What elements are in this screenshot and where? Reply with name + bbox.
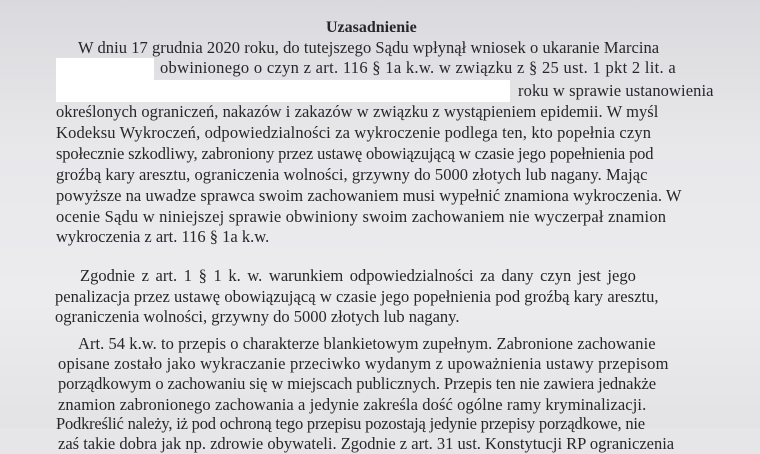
p1-line-3: roku w sprawie ustanowienia — [518, 81, 714, 100]
p1-line-2: obwinionego o czyn z art. 116 § 1a k.w. w związku z § 25 ust. 1 pkt 2 lit. a — [160, 58, 677, 77]
p2-line-1: Zgodnie z art. 1 § 1 k. w. warunkiem odpowiedzialności za dany czyn jest jego — [80, 266, 636, 285]
p1-line-8: powyższe na uwadze sprawca swoim zachowaniem musi wypełnić znamiona wykroczenia. W — [56, 186, 682, 205]
p1-line-7: groźbą kary aresztu, ograniczenia wolności, grzywny do 5000 złotych lub nagany. Mając — [56, 165, 648, 184]
p2-line-2: penalizacja przez ustawę obowiązującą w czasie jego popełnienia pod groźbą kary aresztu, — [55, 287, 659, 306]
p1-line-10: wykroczenia z art. 116 § 1a k.w. — [56, 227, 270, 246]
p3-line-3: porządkowym o zachowaniu się w miejscach publicznych. Przepis ten nie zawiera jednakże — [58, 374, 656, 393]
p1-line-6: społecznie szkodliwy, zabroniony przez ustawę obowiązującą w czasie jego popełnienia pod — [56, 144, 654, 163]
redaction-box-2 — [56, 80, 510, 102]
p3-line-4: znamion zabronionego zachowania a jedynie zakreśla dość ogólne ramy kryminalizacji. — [58, 395, 647, 414]
p3-line-1: Art. 54 k.w. to przepis o charakterze blankietowym zupełnym. Zabronione zachowanie — [78, 334, 656, 353]
p3-line-5: Podkreślić należy, iż pod ochroną tego przepisu pozostają jedynie przepisy porządkowe, nie — [56, 414, 645, 433]
p1-line-1: W dniu 17 grudnia 2020 roku, do tutejszego Sądu wpłynął wniosek o ukaranie Marcina — [78, 38, 660, 57]
p1-line-9: ocenie Sądu w niniejszej sprawie obwiniony swoim zachowaniem nie wyczerpał znamion — [56, 207, 667, 226]
redaction-box-1 — [56, 58, 154, 80]
p3-line-2: opisane zostało jako wykraczanie przeciwko wydanym z upoważnienia ustawy przepisom — [58, 354, 669, 373]
p1-line-5: Kodeksu Wykroczeń, odpowiedzialności za wykroczenie podlega ten, kto popełnia czyn — [56, 123, 652, 142]
p3-line-6: zaś takie dobra jak np. zdrowie obywateli. Zgodnie z art. 31 ust. Konstytucji RP ograniczenia — [58, 434, 675, 453]
clipped-top-text — [210, 0, 214, 9]
p1-line-4: określonych ograniczeń, nakazów i zakazów w związku z wystąpieniem epidemii. W myśl — [56, 102, 659, 121]
document-heading: Uzasadnienie — [326, 19, 417, 36]
p2-line-3: ograniczenia wolności, grzywny do 5000 złotych lub nagany. — [55, 307, 460, 326]
